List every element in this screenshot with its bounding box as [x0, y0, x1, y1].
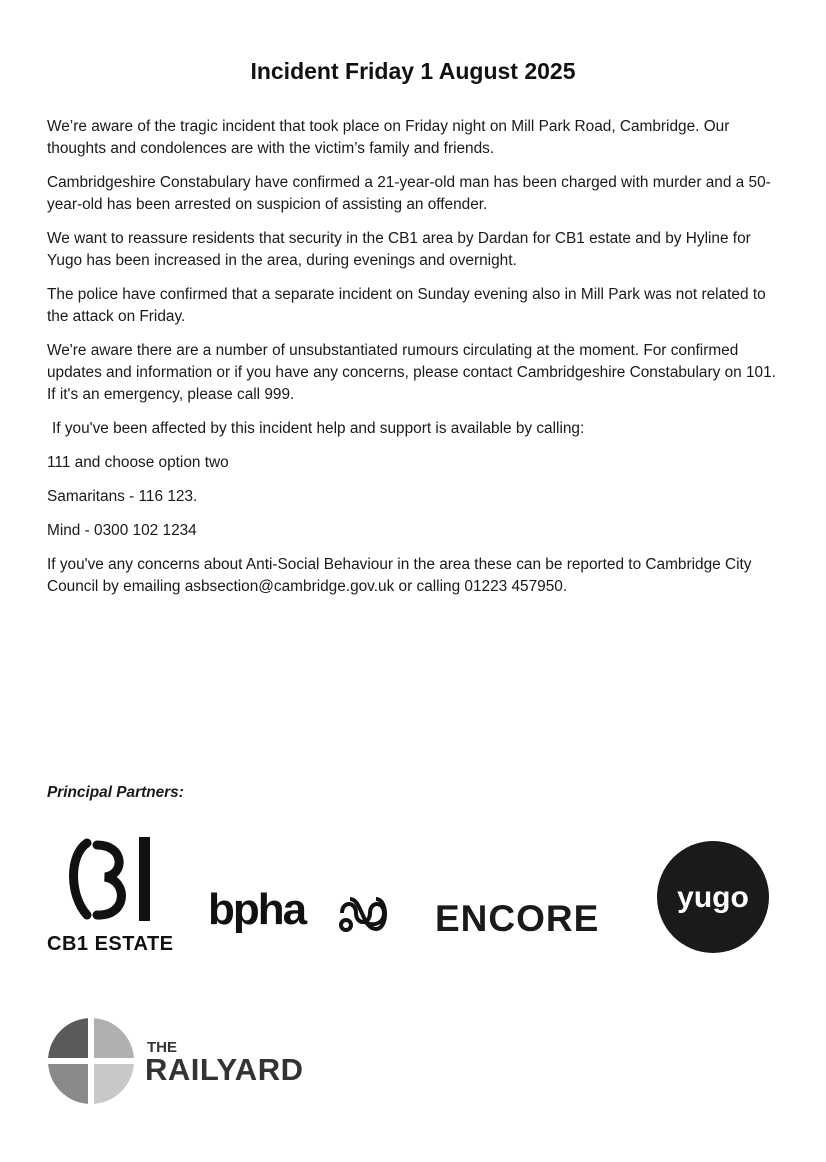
- railyard-the-text: THE: [147, 1039, 177, 1056]
- yugo-circle-icon: [657, 841, 769, 953]
- paragraph-separate-incident: The police have confirmed that a separate incident on Sunday evening also in Mill Park was not related to the attack on Friday.: [47, 286, 766, 325]
- paragraph-rumours: We're aware there are a number of unsubstantiated rumours circulating at the moment. For confirmed updates and information or if you have any concerns, please contact Cambridgeshire Constabulary on 101. If it's an emergency, please call 999.: [47, 342, 776, 403]
- support-line-mind: Mind - 0300 102 1234: [47, 522, 197, 539]
- cb1-mark-icon: [47, 835, 187, 930]
- railyard-wordmark: RAILYARD: [145, 1052, 304, 1087]
- page-title: Incident Friday 1 August 2025: [250, 58, 576, 84]
- paragraph-asb: If you've any concerns about Anti-Social Behaviour in the area these can be reported to Cambridge City Council by emailing asbsection@cambridge.gov.uk or calling 01223 457950.: [47, 556, 752, 595]
- yugo-logo: [657, 841, 769, 953]
- bpha-logo: [208, 885, 398, 955]
- support-line-samaritans: Samaritans - 116 123.: [47, 488, 198, 505]
- paragraph-incident: We’re aware of the tragic incident that took place on Friday night on Mill Park Road, Cambridge. Our thoughts and condolences are with the victim’s family and friends.: [47, 118, 730, 157]
- bpha-knot-icon: [336, 893, 394, 935]
- partners-heading: Principal Partners:: [47, 784, 184, 801]
- encore-logo: [435, 898, 625, 948]
- paragraph-support-intro: If you've been affected by this incident help and support is available by calling:: [52, 420, 585, 437]
- railyard-logo: [47, 1017, 347, 1107]
- support-line-111: 111 and choose option two: [47, 454, 229, 471]
- encore-wordmark: ENCORE: [435, 898, 600, 939]
- railyard-quadrant-icon: [47, 1017, 135, 1105]
- cb1-estate-wordmark: CB1 ESTATE: [47, 933, 174, 955]
- cb1-estate-logo: [47, 835, 187, 960]
- yugo-wordmark: yugo: [677, 881, 749, 914]
- bpha-wordmark: bpha: [208, 885, 306, 934]
- notice-body: [47, 116, 787, 610]
- paragraph-security: We want to reassure residents that security in the CB1 area by Dardan for CB1 estate and by Hyline for Yugo has been increased in the area, during evenings and overnight.: [47, 230, 751, 269]
- paragraph-charges: Cambridgeshire Constabulary have confirmed a 21-year-old man has been charged with murder and a 50-year-old has been arrested on suspicion of assisting an offender.: [47, 174, 771, 213]
